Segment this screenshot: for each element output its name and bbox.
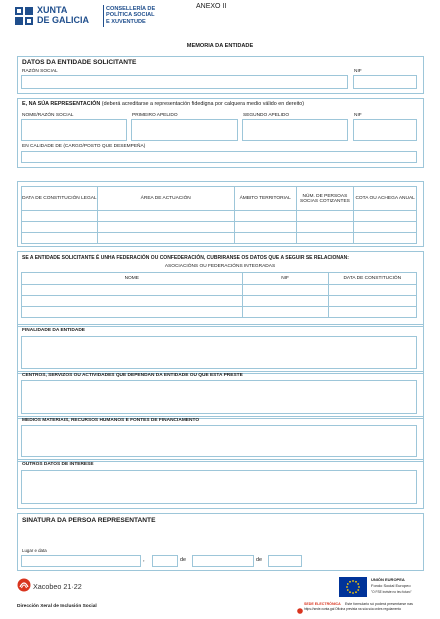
section2-title-note: (deberá acreditarse a representación fidedigna por calquera medio válido en dereito) <box>100 101 305 107</box>
section1-title: DATOS DA ENTIDADE SOLICITANTE <box>22 59 137 66</box>
primeiro-apelido-label: PRIMEIRO APELIDO <box>132 113 178 118</box>
sede-note-2: https://sede.xunta.gal Oficina prevista na súa súa ordes regulamento <box>304 607 402 611</box>
sede-label: SEDE ELECTRÓNICA <box>304 602 341 606</box>
col-nif: NIF <box>242 273 328 285</box>
federation-intro: SE A ENTIDADE SOLICITANTE É UNHA FEDERACIÓN OU CONFEDERACIÓN, CUBRIRANSE OS DATOS QUE A SEGUIR SE RELACIONAN: <box>22 255 349 261</box>
sede-logo <box>297 601 303 607</box>
col-area-actuacion: ÁREA DE ACTUACIÓN <box>97 187 234 211</box>
col-data-constitucion: DATA DE CONSTITUCIÓN LEGAL <box>22 187 98 211</box>
day-field[interactable] <box>152 555 178 567</box>
col-data-constitucion-fed: DATA DE CONSTITUCIÓN <box>328 273 416 285</box>
calidade-field[interactable] <box>21 151 417 163</box>
table-row[interactable] <box>22 211 417 222</box>
centros-label: CENTROS, SERVIZOS OU ACTIVIDADES QUE DEPENDAN DA ENTIDADE OU QUE ESTA PRESTE <box>22 373 243 378</box>
eu-line3: "O FSE inviste no teu futuro" <box>371 590 412 594</box>
org-line2: DE GALICIA <box>37 14 90 25</box>
segundo-apelido-field[interactable] <box>242 119 348 141</box>
table-row[interactable] <box>22 296 417 307</box>
de-label-2: de <box>256 557 262 563</box>
dept-line2: POLÍTICA SOCIAL <box>106 12 155 19</box>
comma-separator: , <box>143 557 145 563</box>
annex-label: ANEXO II <box>196 3 227 10</box>
eu-stars-icon <box>339 577 367 597</box>
nome-label: NOME/RAZÓN SOCIAL <box>22 113 74 118</box>
dept-line3: E XUVENTUDE <box>106 18 146 25</box>
lugar-data-label: Lugar e data <box>22 548 47 553</box>
col-ambito-territorial: ÁMBITO TERRITORIAL <box>234 187 296 211</box>
entity-details-table <box>21 186 417 244</box>
table-row[interactable] <box>22 233 417 244</box>
razon-social-label: RAZÓN SOCIAL <box>22 69 58 74</box>
federation-table <box>21 272 417 318</box>
xacobeo-shell-icon <box>17 578 31 592</box>
federation-header-row <box>22 273 417 285</box>
eu-line1: UNIÓN EUROPEA <box>371 577 405 582</box>
finalidade-field[interactable] <box>21 336 417 369</box>
year-field[interactable] <box>268 555 302 567</box>
medios-field[interactable] <box>21 425 417 457</box>
month-field[interactable] <box>192 555 254 567</box>
table-row[interactable] <box>22 307 417 318</box>
col-cota-anual: COTA OU ACHEGA ANUAL <box>354 187 417 211</box>
outros-field[interactable] <box>21 470 417 504</box>
nif-field[interactable] <box>353 75 417 89</box>
outros-label: OUTROS DATOS DE INTERESE <box>22 462 94 467</box>
table-row[interactable] <box>22 222 417 233</box>
xacobeo-text: Xacobeo 21·22 <box>33 582 82 591</box>
finalidade-label: FINALIDADE DA ENTIDADE <box>22 328 85 333</box>
org-name <box>37 6 89 25</box>
direccion-xeral: Dirección Xeral de Inclusión Social <box>17 604 97 609</box>
sede-note: Este formulario só poderá presentarse nas <box>345 602 413 606</box>
rep-nif-field[interactable] <box>353 119 417 141</box>
section2-title <box>22 101 304 107</box>
xunta-emblem-icon <box>14 6 34 26</box>
eu-line2: Fondo Social Europeo <box>371 583 411 588</box>
primeiro-apelido-field[interactable] <box>131 119 238 141</box>
header-divider <box>103 5 104 27</box>
nif-label: NIF <box>354 69 362 74</box>
department-name <box>106 6 155 25</box>
signature-title: SINATURA DA PERSOA REPRESENTANTE <box>22 517 156 524</box>
federation-caption: ASOCIACIÓNS OU FEDERACIÓNS INTEGRADAS <box>164 264 276 269</box>
xunta-logo <box>14 6 34 26</box>
col-persoas-socias: NÚM. DE PERSOAS SOCIAS COTIZANTES <box>296 187 354 211</box>
org-line1: XUNTA <box>37 5 68 15</box>
xacobeo-logo <box>17 578 31 592</box>
lugar-field[interactable] <box>21 555 141 567</box>
nome-field[interactable] <box>21 119 127 141</box>
segundo-apelido-label: SEGUNDO APELIDO <box>243 113 290 118</box>
table-row[interactable] <box>22 285 417 296</box>
eu-flag <box>339 577 367 597</box>
doc-title: MEMORIA DA ENTIDADE <box>186 43 254 49</box>
rep-nif-label: NIF <box>354 113 362 118</box>
calidade-label: EN CALIDADE DE (CARGO/POSTO QUE DESEMPEÑA) <box>22 144 146 149</box>
table1-header-row <box>22 187 417 211</box>
dept-line1: CONSELLERÍA DE <box>106 6 156 12</box>
sede-globe-icon <box>297 608 303 614</box>
razon-social-field[interactable] <box>21 75 348 89</box>
medios-label: MEDIOS MATERIAIS, RECURSOS HUMANOS E FONTES DE FINANCIAMENTO <box>22 418 200 423</box>
centros-field[interactable] <box>21 380 417 414</box>
de-label-1: de <box>180 557 186 563</box>
col-nome: NOME <box>22 273 243 285</box>
section2-title-bold: E, NA SÚA REPRESENTACIÓN <box>22 101 101 107</box>
eu-text <box>371 577 412 595</box>
